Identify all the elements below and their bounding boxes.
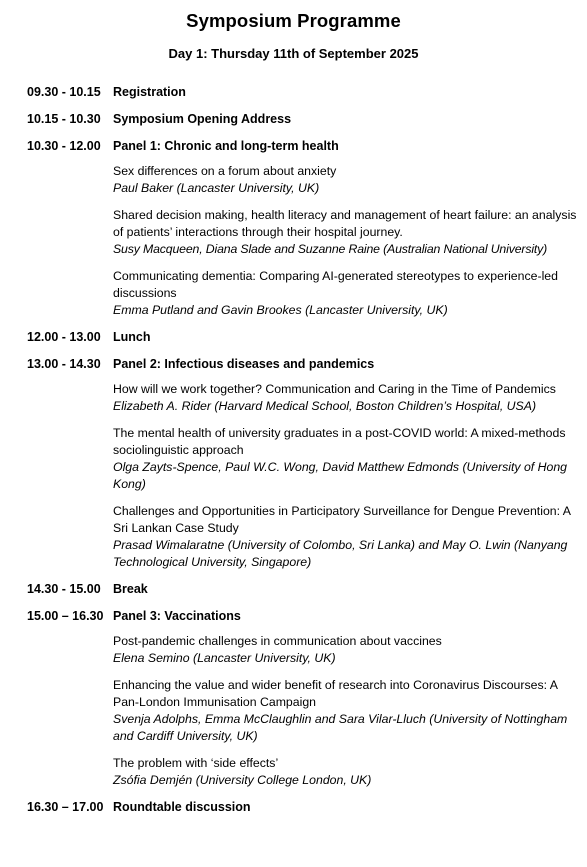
session-label: Panel 1: Chronic and long-term health (113, 139, 339, 153)
session-time: 10.15 - 10.30 (27, 112, 101, 126)
talk-item (113, 163, 583, 197)
talk-item (113, 503, 583, 571)
session-label: Lunch (113, 330, 151, 344)
talk-item (113, 677, 583, 745)
session-row (27, 329, 583, 346)
talk-title: The mental health of university graduates in a post-COVID world: A mixed-methods sociolinguistic approach (113, 426, 566, 457)
session-time: 09.30 - 10.15 (27, 85, 101, 99)
session-time: 16.30 – 17.00 (27, 800, 104, 814)
panel-2-talks (113, 381, 583, 571)
talk-authors: Susy Macqueen, Diana Slade and Suzanne Raine (Australian National University) (113, 242, 548, 256)
session-row (27, 84, 583, 101)
agenda (27, 84, 583, 826)
page-title: Symposium Programme (186, 10, 401, 31)
session-label: Roundtable discussion (113, 800, 251, 814)
session-label: Break (113, 582, 148, 596)
session-time: 14.30 - 15.00 (27, 582, 101, 596)
talk-title: Post-pandemic challenges in communication about vaccines (113, 634, 442, 648)
talk-item (113, 381, 583, 415)
talk-title: Sex differences on a forum about anxiety (113, 164, 337, 178)
talk-title: Challenges and Opportunities in Participatory Surveillance for Dengue Prevention: A Sri Lankan Case Study (113, 504, 571, 535)
session-label: Panel 2: Infectious diseases and pandemics (113, 357, 375, 371)
session-row (27, 799, 583, 816)
talk-authors: Emma Putland and Gavin Brookes (Lancaster University, UK) (113, 303, 448, 317)
panel-3-talks (113, 633, 583, 789)
talk-authors: Paul Baker (Lancaster University, UK) (113, 181, 320, 195)
session-row (27, 356, 583, 373)
session-time: 13.00 - 14.30 (27, 357, 101, 371)
session-label: Registration (113, 85, 186, 99)
talk-item (113, 207, 583, 258)
talk-authors: Elizabeth A. Rider (Harvard Medical School, Boston Children’s Hospital, USA) (113, 399, 537, 413)
talk-authors: Olga Zayts-Spence, Paul W.C. Wong, David Matthew Edmonds (University of Hong Kong) (113, 460, 568, 491)
session-label: Symposium Opening Address (113, 112, 292, 126)
talk-item (113, 268, 583, 319)
session-time: 10.30 - 12.00 (27, 139, 101, 153)
talk-title: Enhancing the value and wider benefit of research into Coronavirus Discourses: A Pan-London Immunisation Campaign (113, 678, 558, 709)
talk-authors: Svenja Adolphs, Emma McClaughlin and Sara Vilar-Lluch (University of Nottingham and Cardiff University, UK) (113, 712, 568, 743)
session-time: 12.00 - 13.00 (27, 330, 101, 344)
talk-authors: Zsófia Demjén (University College London, UK) (113, 773, 372, 787)
session-row (27, 608, 583, 625)
session-row (27, 138, 583, 155)
day-subtitle: Day 1: Thursday 11th of September 2025 (168, 46, 419, 61)
session-row (27, 111, 583, 128)
talk-authors: Elena Semino (Lancaster University, UK) (113, 651, 336, 665)
talk-title: How will we work together? Communication and Caring in the Time of Pandemics (113, 382, 556, 396)
session-label: Panel 3: Vaccinations (113, 609, 241, 623)
talk-item (113, 425, 583, 493)
session-row (27, 581, 583, 598)
panel-1-talks (113, 163, 583, 319)
talk-title: Shared decision making, health literacy and management of heart failure: an analysis of patients’ interactions through their hospital journey. (113, 208, 577, 239)
talk-item (113, 755, 583, 789)
session-time: 15.00 – 16.30 (27, 609, 104, 623)
talk-title: The problem with ‘side effects’ (113, 756, 279, 770)
talk-item (113, 633, 583, 667)
talk-title: Communicating dementia: Comparing AI-generated stereotypes to experience-led discussions (113, 269, 558, 300)
talk-authors: Prasad Wimalaratne (University of Colombo, Sri Lanka) and May O. Lwin (Nanyang Technological University, Singapore) (113, 538, 568, 569)
